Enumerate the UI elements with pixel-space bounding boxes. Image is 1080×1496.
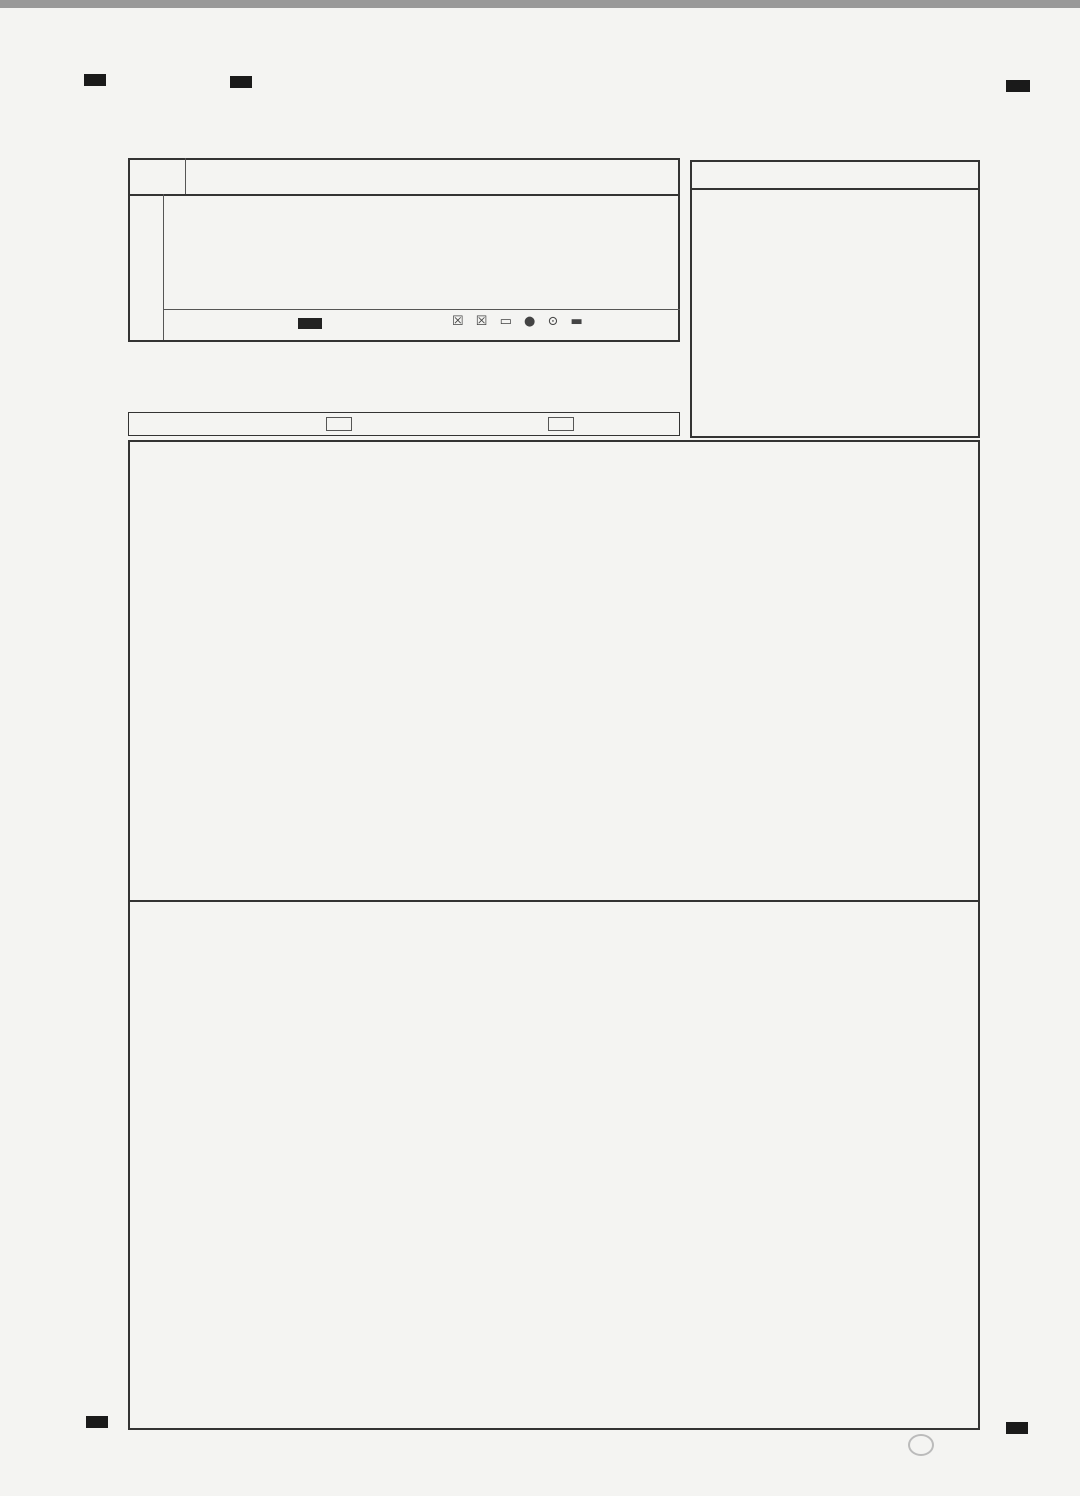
divider xyxy=(185,158,186,194)
alignment-mark xyxy=(230,76,252,88)
wechat-icon xyxy=(908,1434,934,1456)
wrong-fill-samples: ☒ ☒ ▭ ● ⊙ ▬ xyxy=(452,314,587,329)
multiple-choice-box xyxy=(128,440,980,902)
divider xyxy=(128,194,680,196)
divider xyxy=(163,194,164,340)
correct-fill-sample xyxy=(298,318,322,329)
exam-id-box xyxy=(690,160,980,438)
absent-violation-box xyxy=(128,412,680,436)
violation-checkbox[interactable] xyxy=(548,417,574,431)
divider xyxy=(690,188,980,190)
divider xyxy=(163,309,680,310)
student-info-box xyxy=(128,158,680,342)
alignment-mark xyxy=(84,74,106,86)
scan-edge xyxy=(0,0,1080,8)
alignment-mark xyxy=(86,1416,108,1428)
written-answers-box xyxy=(128,900,980,1430)
absent-checkbox[interactable] xyxy=(326,417,352,431)
alignment-mark xyxy=(1006,1422,1028,1434)
alignment-mark xyxy=(1006,80,1030,92)
